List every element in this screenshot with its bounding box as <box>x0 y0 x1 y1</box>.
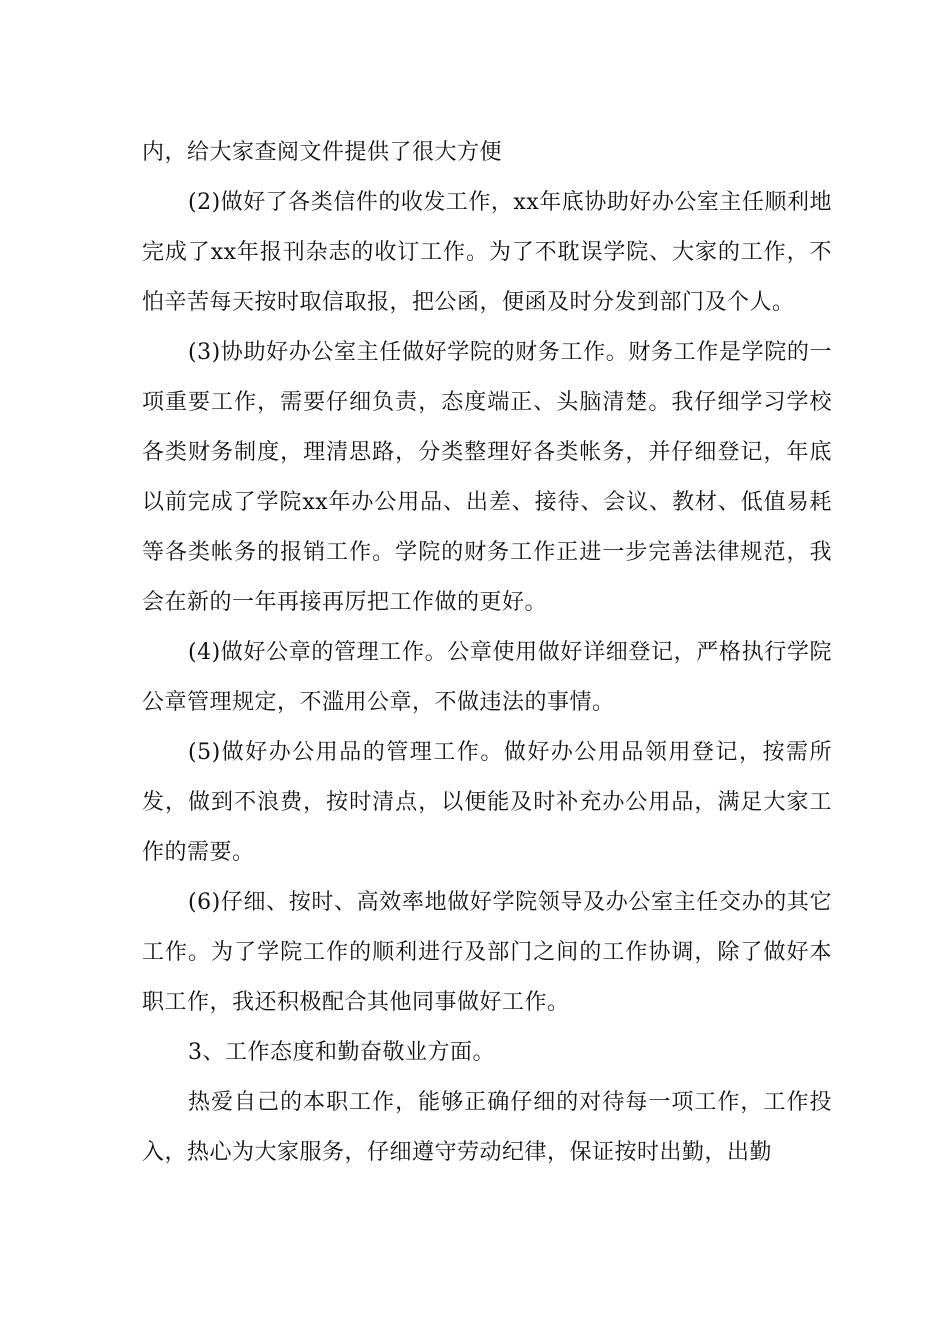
paragraph-continuation: 内，给大家查阅文件提供了很大方便 <box>142 140 503 165</box>
section-heading-3: 3、工作态度和勤奋敬业方面。 <box>188 1040 495 1065</box>
body-text <box>142 128 832 1178</box>
paragraph-item-2: (2)做好了各类信件的收发工作，xx年底协助好办公室主任顺利地完成了xx年报刊杂志的收订工作。为了不耽误学院、大家的工作，不怕辛苦每天按时取信取报，把公函，便函及时分发到部门及个人。 <box>142 190 832 315</box>
paragraph-item-4: (4)做好公章的管理工作。公章使用做好详细登记，严格执行学院公章管理规定，不滥用公章，不做违法的事情。 <box>142 640 832 715</box>
paragraph-item-5: (5)做好办公用品的管理工作。做好办公用品领用登记，按需所发，做到不浪费，按时清点，以便能及时补充办公用品，满足大家工作的需要。 <box>142 740 832 865</box>
paragraph-item-6: (6)仔细、按时、高效率地做好学院领导及办公室主任交办的其它工作。为了学院工作的顺利进行及部门之间的工作协调，除了做好本职工作，我还积极配合其他同事做好工作。 <box>142 890 832 1015</box>
paragraph-item-3: (3)协助好办公室主任做好学院的财务工作。财务工作是学院的一项重要工作，需要仔细负责，态度端正、头脑清楚。我仔细学习学校各类财务制度，理清思路，分类整理好各类帐务，并仔细登记，年底以前完成了学院xx年办公用品、出差、接待、会议、教材、低值易耗等各类帐务的报销工作。学院的财务工作正进一步完善法律规范，我会在新的一年再接再厉把工作做的更好。 <box>142 340 832 615</box>
paragraph-work-attitude: 热爱自己的本职工作，能够正确仔细的对待每一项工作，工作投入，热心为大家服务，仔细遵守劳动纪律，保证按时出勤，出勤 <box>142 1090 832 1165</box>
